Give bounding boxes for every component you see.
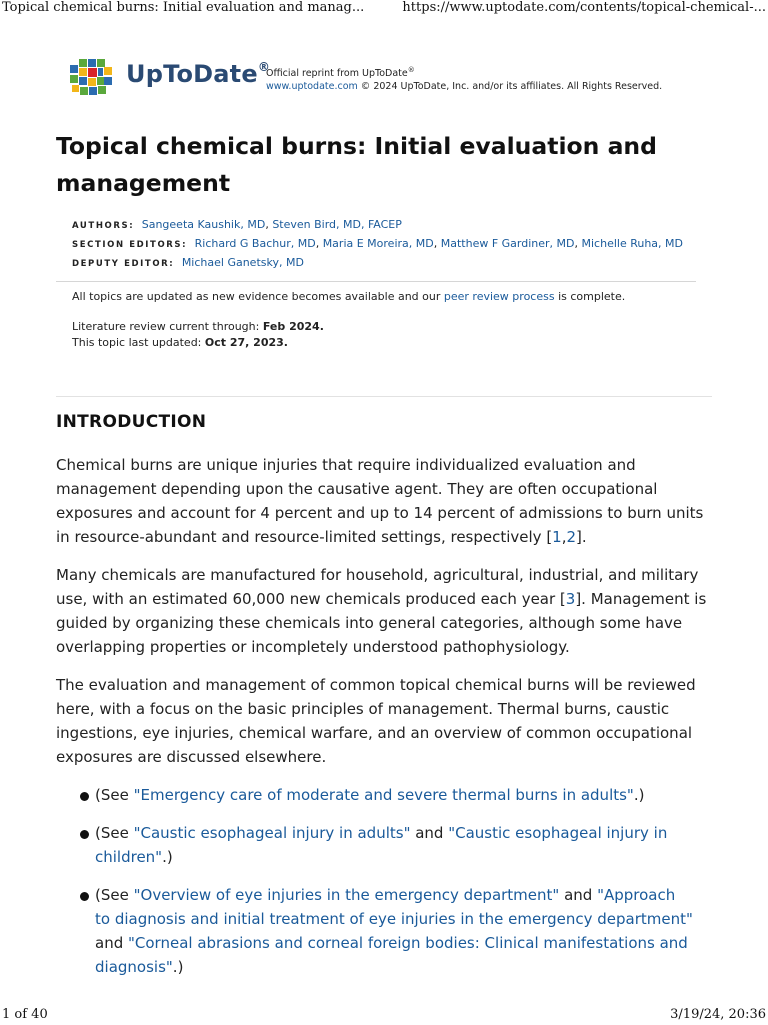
list-item: (See "Caustic esophageal injury in adults" and "Caustic esophageal injury in children".) — [56, 821, 695, 869]
deputy-editor-link[interactable]: Michael Ganetsky, MD — [181, 256, 304, 269]
deputy-editor-row — [72, 254, 683, 273]
paragraph: The evaluation and management of common topical chemical burns will be reviewed here, with a focus on the basic principles of management. Thermal burns, caustic ingestions, eye injuries, chemical warfare, and an overview of common occupational exposures are discussed elsewhere. — [56, 676, 696, 766]
introduction-body — [56, 453, 716, 993]
topic-link[interactable]: "Corneal abrasions and corneal foreign bodies: Clinical manifestations and diagnosis" — [95, 934, 688, 976]
article-credits — [72, 216, 683, 273]
list-item: (See "Emergency care of moderate and severe thermal burns in adults".) — [56, 783, 695, 807]
page-count: 1 of 40 — [2, 1007, 48, 1022]
editor-link[interactable]: Matthew F Gardiner, MD — [440, 237, 575, 250]
last-updated-line: This topic last updated: Oct 27, 2023. — [72, 336, 288, 349]
topic-link[interactable]: "Emergency care of moderate and severe thermal burns in adults" — [133, 786, 634, 804]
authors-row: AUTHORS: Sangeeta Kaushik, MD, Steven Bird, MD, FACEP — [72, 218, 402, 231]
editor-link[interactable]: Richard G Bachur, MD — [194, 237, 316, 250]
reference-link[interactable]: 1 — [552, 528, 562, 546]
divider — [56, 281, 696, 282]
uptodate-site-link[interactable]: www.uptodate.com — [266, 81, 358, 93]
author-link[interactable]: Steven Bird, MD, FACEP — [272, 218, 402, 231]
section-editors-label: SECTION EDITORS: — [72, 240, 188, 250]
topic-link[interactable]: "Overview of eye injuries in the emergency department" — [133, 886, 560, 904]
page-title: Topical chemical burns: Initial evaluation and management — [56, 132, 657, 197]
uptodate-banner — [70, 57, 710, 99]
deputy-editor-label: DEPUTY EDITOR: — [72, 259, 175, 269]
literature-review-line: Literature review current through: Feb 2024. — [72, 320, 324, 333]
bullet-icon — [80, 830, 89, 839]
update-note: All topics are updated as new evidence becomes available and our peer review process is complete. — [72, 290, 626, 303]
bullet-icon — [80, 892, 89, 901]
brand-name: UpToDate® — [126, 60, 271, 88]
topic-link[interactable]: "Caustic esophageal injury in children" — [95, 824, 668, 866]
print-header-title: Topical chemical burns: Initial evaluation and manag... — [2, 0, 365, 15]
see-also-list — [56, 783, 716, 979]
bullet-icon — [80, 792, 89, 801]
list-item: (See "Overview of eye injuries in the emergency department" and "Approach to diagnosis and initial treatment of eye injuries in the emergency department" and "Corneal abrasions and corneal foreign bodies: Clinical manifestations and diagnosis".) — [56, 883, 695, 979]
uptodate-logo-icon — [70, 59, 112, 97]
authors-label: AUTHORS: — [72, 221, 135, 231]
divider — [56, 396, 712, 397]
section-editors-row: SECTION EDITORS: Richard G Bachur, MD, Maria E Moreira, MD, Matthew F Gardiner, MD, Michelle Ruha, MD — [72, 237, 683, 250]
topic-link[interactable]: "Caustic esophageal injury in adults" — [133, 824, 411, 842]
print-timestamp: 3/19/24, 20:36 — [670, 1007, 766, 1022]
editor-link[interactable]: Michelle Ruha, MD — [581, 237, 683, 250]
editor-link[interactable]: Maria E Moreira, MD — [322, 237, 434, 250]
topic-link[interactable]: "Approach to diagnosis and initial treatment of eye injuries in the emergency department" — [95, 886, 693, 928]
author-link[interactable]: Sangeeta Kaushik, MD — [141, 218, 266, 231]
reprint-notice: Official reprint from UpToDate® www.uptodate.com © 2024 UpToDate, Inc. and/or its affiliates. All Rights Reserved. — [266, 66, 663, 93]
reference-link[interactable]: 3 — [565, 590, 576, 608]
reference-link[interactable]: 2 — [566, 528, 577, 546]
print-header-url: https://www.uptodate.com/contents/topical-chemical-... — [402, 0, 766, 15]
print-footer — [0, 1007, 768, 1025]
review-dates — [72, 319, 324, 351]
paragraph: Many chemicals are manufactured for household, agricultural, industrial, and military use, with an estimated 60,000 new chemicals produced each year [3]. Management is guided by organizing these chemicals into general categories, although some have overlapping properties or incompletely understood pathophysiology. — [56, 566, 707, 656]
peer-review-link[interactable]: peer review process — [443, 290, 555, 303]
section-heading-introduction: INTRODUCTION — [56, 412, 207, 432]
print-header — [0, 0, 768, 18]
paragraph: Chemical burns are unique injuries that require individualized evaluation and management depending upon the causative agent. They are often occupational exposures and account for 4 percent and up to 14 percent of admissions to burn units in resource-abundant and resource-limited settings, respectively [1,2]. — [56, 456, 704, 546]
